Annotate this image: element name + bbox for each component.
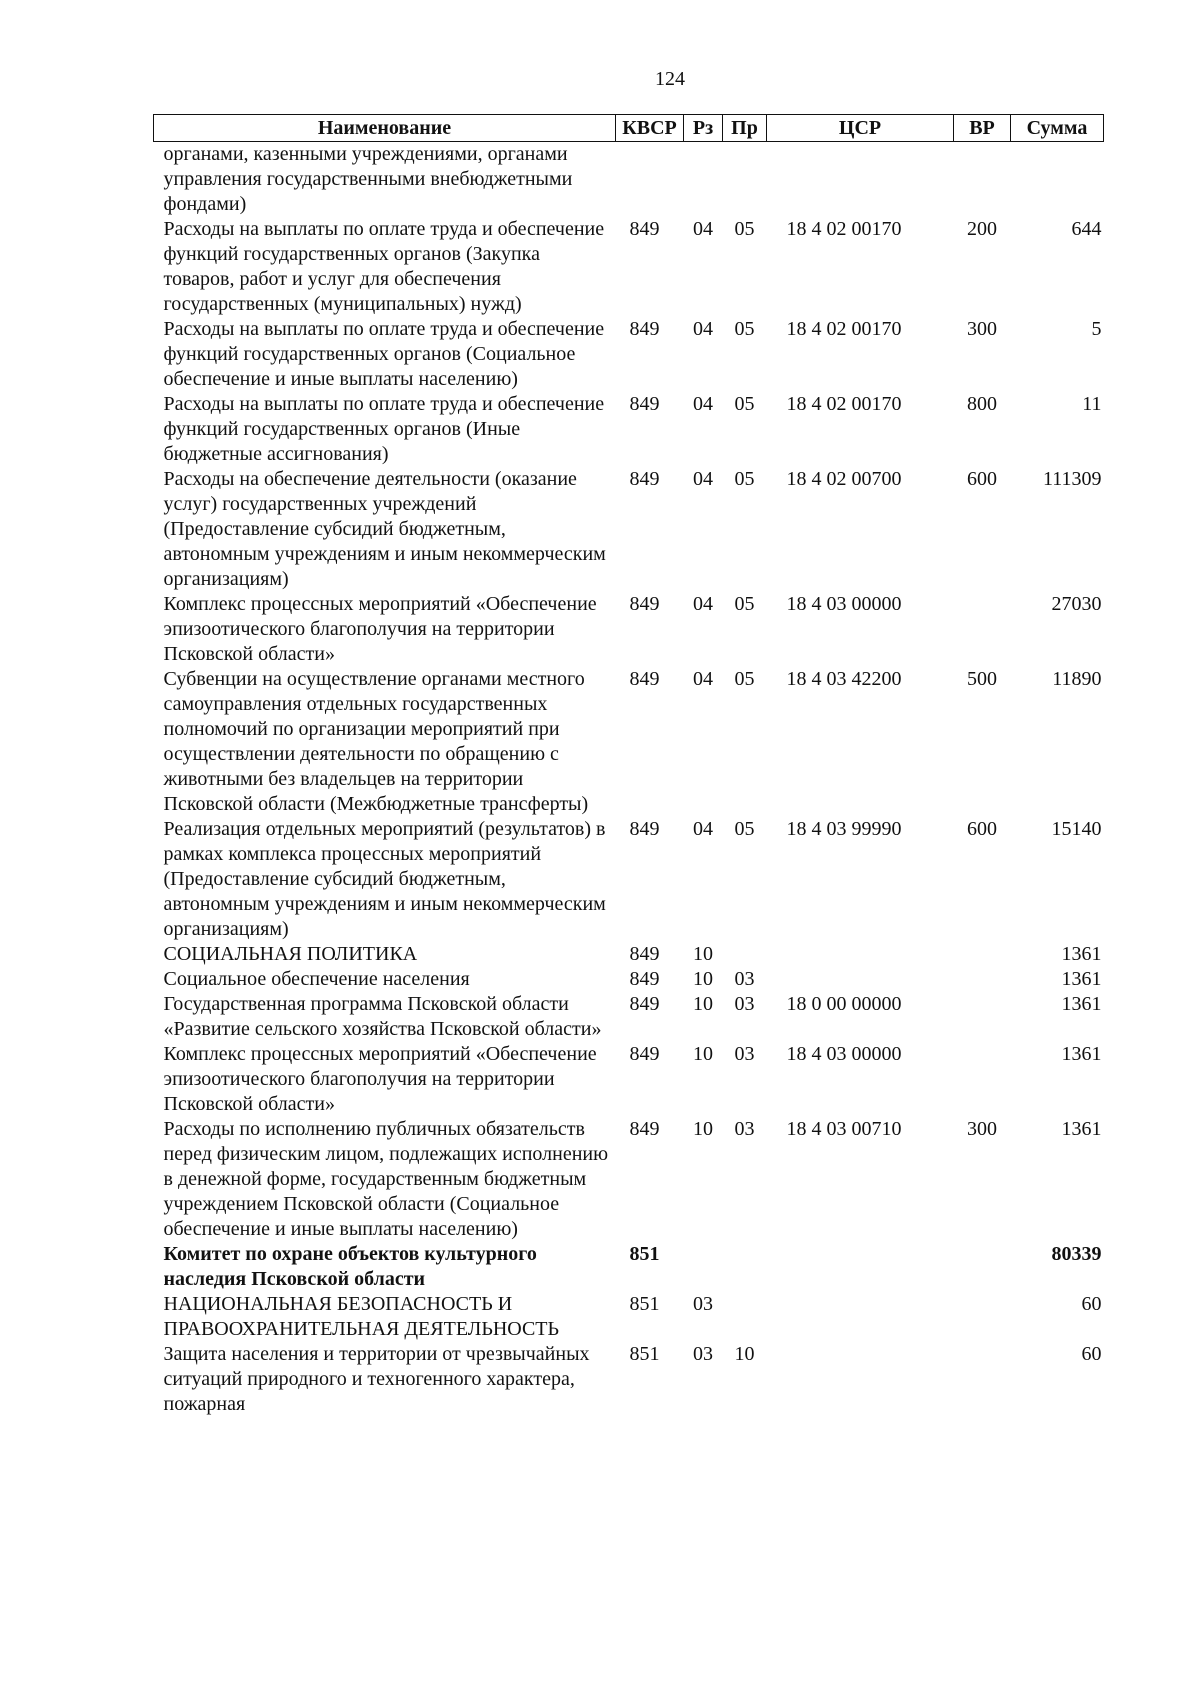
- cell-name: Субвенции на осуществление органами местного самоуправления отдельных государственных полномочий по организации мероприятий при осуществлении деятельности по обращению с животными без владельцев на территории Псковской области (Межбюджетные трансферты): [163, 668, 589, 815]
- cell-name: органами, казенными учреждениями, органами управления государственными внебюджетными фондами): [163, 143, 573, 215]
- cell-kvsr: 851: [629, 1293, 660, 1315]
- cell-kvsr: 849: [629, 393, 660, 415]
- cell-kvsr: 849: [629, 818, 660, 840]
- cell-sum: 1361: [1061, 1043, 1102, 1065]
- cell-csr: 18 4 02 00170: [786, 218, 902, 240]
- cell-sum: 60: [1081, 1343, 1102, 1365]
- cell-name: Комплекс процессных мероприятий «Обеспечение эпизоотического благополучия на территории Псковской области»: [163, 1043, 597, 1115]
- cell-rz: 03: [693, 1343, 713, 1365]
- cell-rz: 04: [693, 393, 713, 415]
- cell-sum: 80339: [1051, 1243, 1102, 1265]
- cell-vr: [954, 992, 1011, 1042]
- cell-kvsr: 849: [629, 943, 660, 965]
- cell-vr: [954, 942, 1011, 967]
- cell-vr: 300: [967, 1118, 997, 1140]
- table-row: [154, 1292, 1104, 1342]
- table-row: [154, 392, 1104, 467]
- cell-name: Расходы на выплаты по оплате труда и обеспечение функций государственных органов (Социальное обеспечение и иные выплаты населению): [163, 318, 605, 390]
- table-row: [154, 1342, 1104, 1417]
- cell-name: Расходы на выплаты по оплате труда и обеспечение функций государственных органов (Иные бюджетные ассигнования): [163, 393, 605, 465]
- header-vr: ВР: [954, 115, 1011, 142]
- cell-vr: 600: [967, 818, 997, 840]
- cell-vr: [954, 142, 1011, 218]
- cell-name: Социальное обеспечение населения: [163, 968, 470, 990]
- cell-pr: 03: [734, 1043, 755, 1065]
- cell-rz: 10: [693, 943, 713, 965]
- cell-pr: 05: [734, 468, 755, 490]
- cell-rz: [684, 1242, 723, 1292]
- cell-rz: 10: [693, 1043, 713, 1065]
- budget-table-container: [153, 114, 1103, 1417]
- cell-name: Комитет по охране объектов культурного наследия Псковской области: [163, 1243, 537, 1290]
- table-row: [154, 942, 1104, 967]
- cell-pr: 10: [734, 1343, 755, 1365]
- cell-csr: [767, 967, 954, 992]
- cell-kvsr: 851: [629, 1343, 660, 1365]
- table-row: [154, 667, 1104, 817]
- cell-csr: [767, 142, 954, 218]
- cell-rz: 10: [693, 968, 713, 990]
- cell-kvsr: 849: [629, 668, 660, 690]
- table-row: [154, 817, 1104, 942]
- cell-csr: 18 4 03 99990: [786, 818, 902, 840]
- cell-csr: 18 4 02 00170: [786, 393, 902, 415]
- cell-kvsr: 849: [629, 593, 660, 615]
- cell-rz: 04: [693, 593, 713, 615]
- cell-sum: 111309: [1042, 468, 1102, 490]
- cell-rz: 04: [693, 468, 713, 490]
- cell-csr: [767, 1342, 954, 1417]
- table-header: [154, 115, 1104, 142]
- cell-vr: 800: [967, 393, 997, 415]
- cell-pr: 05: [734, 393, 755, 415]
- cell-csr: 18 4 02 00170: [786, 318, 902, 340]
- cell-pr: 05: [734, 668, 755, 690]
- cell-kvsr: 849: [629, 993, 660, 1015]
- table-row: [154, 967, 1104, 992]
- table-row: [154, 317, 1104, 392]
- cell-pr: 03: [734, 968, 755, 990]
- cell-sum: 1361: [1061, 968, 1102, 990]
- cell-kvsr: 849: [629, 318, 660, 340]
- cell-rz: 04: [693, 818, 713, 840]
- cell-kvsr: [616, 142, 684, 218]
- table-body: [154, 142, 1104, 1418]
- cell-pr: [723, 942, 767, 967]
- budget-table: [153, 114, 1104, 1417]
- cell-kvsr: 851: [629, 1243, 660, 1265]
- cell-name: Комплекс процессных мероприятий «Обеспечение эпизоотического благополучия на территории Псковской области»: [163, 593, 597, 665]
- cell-sum: 60: [1081, 1293, 1102, 1315]
- cell-pr: 05: [734, 818, 755, 840]
- cell-sum: 1361: [1061, 943, 1102, 965]
- cell-name: Государственная программа Псковской области «Развитие сельского хозяйства Псковской области»: [163, 993, 602, 1040]
- table-row: [154, 467, 1104, 592]
- header-pr: Пр: [723, 115, 767, 142]
- cell-kvsr: 849: [629, 1043, 660, 1065]
- cell-sum: 1361: [1061, 993, 1102, 1015]
- cell-vr: 500: [967, 668, 997, 690]
- cell-vr: [954, 1042, 1011, 1117]
- header-kvsr: КВСР: [616, 115, 684, 142]
- cell-csr: [767, 942, 954, 967]
- header-name: Наименование: [154, 115, 616, 142]
- cell-vr: [954, 1242, 1011, 1292]
- cell-pr: [723, 1242, 767, 1292]
- header-sum: Сумма: [1011, 115, 1104, 142]
- cell-rz: 03: [693, 1293, 713, 1315]
- header-rz: Рз: [684, 115, 723, 142]
- cell-name: Защита населения и территории от чрезвычайных ситуаций природного и техногенного характера, пожарная: [163, 1343, 590, 1415]
- header-row: [154, 115, 1104, 142]
- cell-vr: 200: [967, 218, 997, 240]
- cell-pr: 03: [734, 1118, 755, 1140]
- cell-sum: 11: [1082, 393, 1102, 415]
- cell-name: Реализация отдельных мероприятий (результатов) в рамках комплекса процессных мероприятий (Предоставление субсидий бюджетным, автономным учреждениям и иным некоммерческим организациям): [163, 818, 606, 940]
- cell-rz: 04: [693, 668, 713, 690]
- cell-rz: 10: [693, 993, 713, 1015]
- cell-kvsr: 849: [629, 468, 660, 490]
- cell-pr: [723, 1292, 767, 1342]
- cell-vr: 300: [967, 318, 997, 340]
- cell-csr: [767, 1292, 954, 1342]
- cell-rz: 10: [693, 1118, 713, 1140]
- cell-name: Расходы по исполнению публичных обязательств перед физическим лицом, подлежащих исполнению в денежной форме, государственным бюджетным учреждением Псковской области (Социальное обеспечение и иные выплаты населению): [163, 1118, 609, 1240]
- table-row: [154, 1242, 1104, 1292]
- cell-kvsr: 849: [629, 1118, 660, 1140]
- cell-sum: [1011, 142, 1104, 218]
- table-row: [154, 217, 1104, 317]
- cell-sum: 644: [1071, 218, 1102, 240]
- cell-name: Расходы на обеспечение деятельности (оказание услуг) государственных учреждений (Предоставление субсидий бюджетным, автономным учреждениям и иным некоммерческим организациям): [163, 468, 606, 590]
- cell-pr: 05: [734, 318, 755, 340]
- cell-csr: [767, 1242, 954, 1292]
- cell-sum: 11890: [1052, 668, 1102, 690]
- cell-csr: 18 0 00 00000: [786, 993, 902, 1015]
- cell-rz: [684, 142, 723, 218]
- cell-sum: 27030: [1051, 593, 1102, 615]
- cell-sum: 15140: [1051, 818, 1102, 840]
- cell-vr: [954, 592, 1011, 667]
- cell-name: СОЦИАЛЬНАЯ ПОЛИТИКА: [163, 943, 418, 965]
- cell-rz: 04: [693, 218, 713, 240]
- table-row: [154, 592, 1104, 667]
- cell-kvsr: 849: [629, 218, 660, 240]
- cell-pr: 05: [734, 218, 755, 240]
- cell-sum: 1361: [1061, 1118, 1102, 1140]
- cell-name: НАЦИОНАЛЬНАЯ БЕЗОПАСНОСТЬ И ПРАВООХРАНИТЕЛЬНАЯ ДЕЯТЕЛЬНОСТЬ: [163, 1293, 559, 1340]
- table-row: [154, 1042, 1104, 1117]
- cell-vr: [954, 967, 1011, 992]
- cell-name: Расходы на выплаты по оплате труда и обеспечение функций государственных органов (Закупка товаров, работ и услуг для обеспечения государственных (муниципальных) нужд): [163, 218, 605, 315]
- table-row: [154, 1117, 1104, 1242]
- cell-vr: [954, 1342, 1011, 1417]
- cell-pr: [723, 142, 767, 218]
- cell-kvsr: 849: [629, 968, 660, 990]
- header-csr: ЦСР: [767, 115, 954, 142]
- table-row: [154, 992, 1104, 1042]
- cell-sum: 5: [1091, 318, 1102, 340]
- cell-vr: [954, 1292, 1011, 1342]
- cell-pr: 03: [734, 993, 755, 1015]
- cell-csr: 18 4 03 00000: [786, 593, 902, 615]
- cell-csr: 18 4 03 00710: [786, 1118, 902, 1140]
- cell-csr: 18 4 03 00000: [786, 1043, 902, 1065]
- page-number: 124: [655, 68, 685, 90]
- cell-vr: 600: [967, 468, 997, 490]
- cell-csr: 18 4 02 00700: [786, 468, 902, 490]
- cell-rz: 04: [693, 318, 713, 340]
- cell-csr: 18 4 03 42200: [786, 668, 902, 690]
- table-row: [154, 142, 1104, 218]
- cell-pr: 05: [734, 593, 755, 615]
